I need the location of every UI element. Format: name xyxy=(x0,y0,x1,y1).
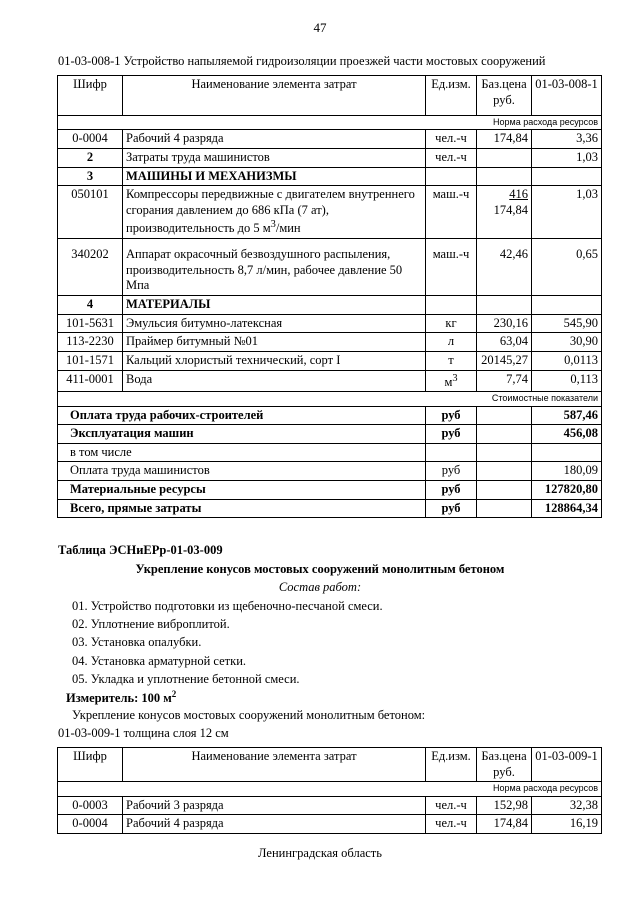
row-price: 174,84 xyxy=(477,815,532,834)
footer-region: Ленинградская область xyxy=(258,846,382,860)
work-step: 02. Уплотнение виброплитой. xyxy=(72,617,230,631)
row-norm: 32,38 xyxy=(532,796,602,815)
header-norm: 01-03-008-1 xyxy=(532,76,602,116)
row-price: 7,74 xyxy=(477,370,532,392)
section-heading: Укрепление конусов мостовых сооружений монолитным бетоном xyxy=(135,562,505,576)
table-row xyxy=(58,148,602,167)
table-row xyxy=(58,815,602,834)
summary-value: 128864,34 xyxy=(532,499,602,518)
row-unit: маш.-ч xyxy=(426,186,477,239)
table-row xyxy=(58,370,602,392)
header-unit: Ед.изм. xyxy=(426,76,477,116)
summary-label: Материальные ресурсы xyxy=(58,481,426,500)
row-norm: 0,65 xyxy=(532,239,602,296)
header-name: Наименование элемента затрат xyxy=(123,76,426,116)
row-name: Затраты труда машинистов xyxy=(123,148,426,167)
table-row xyxy=(58,239,602,296)
summary-unit: руб xyxy=(426,481,477,500)
row-price: 152,98 xyxy=(477,796,532,815)
row-unit: чел.-ч xyxy=(426,130,477,149)
row-price: 416 174,84 xyxy=(477,186,532,239)
row-code: 0-0003 xyxy=(58,796,123,815)
table-row xyxy=(58,796,602,815)
summary-value: 180,09 xyxy=(532,462,602,481)
cost-label: Стоимостные показатели xyxy=(58,392,602,406)
row-unit: чел.-ч xyxy=(426,815,477,834)
section-heading: МАШИНЫ И МЕХАНИЗМЫ xyxy=(123,167,426,186)
row-norm: 1,03 xyxy=(532,186,602,239)
table-row xyxy=(58,351,602,370)
row-unit: чел.-ч xyxy=(426,148,477,167)
summary-value: 587,46 xyxy=(532,406,602,425)
measure-unit: Измеритель: 100 $м^2$ xyxy=(66,689,177,706)
norm-label: Норма расхода ресурсов xyxy=(58,116,602,130)
work-step: 03. Установка опалубки. xyxy=(72,635,202,649)
row-code: 113-2230 xyxy=(58,333,123,352)
row-unit: л xyxy=(426,333,477,352)
summary-label: Оплата труда рабочих-строителей xyxy=(58,406,426,425)
row-unit: $м^3$ xyxy=(426,370,477,392)
summary-row xyxy=(58,406,602,425)
description: Укрепление конусов мостовых сооружений монолитным бетоном: xyxy=(72,708,426,722)
summary-unit: руб xyxy=(426,499,477,518)
row-norm: 0,113 xyxy=(532,370,602,392)
row-price: 230,16 xyxy=(477,314,532,333)
summary-label: в том числе xyxy=(58,443,426,462)
header-norm: 01-03-009-1 xyxy=(532,748,602,782)
section-subheading: Состав работ: xyxy=(278,580,362,594)
table-row xyxy=(58,333,602,352)
row-code: 340202 xyxy=(58,239,123,296)
summary-label: Всего, прямые затраты xyxy=(58,499,426,518)
header-code: Шифр xyxy=(58,748,123,782)
row-code: 411-0001 xyxy=(58,370,123,392)
summary-label: Оплата труда машинистов xyxy=(58,462,426,481)
summary-value: 127820,80 xyxy=(532,481,602,500)
work-step: 01. Устройство подготовки из щебеночно-песчаной смеси. xyxy=(72,599,383,613)
row-norm: 545,90 xyxy=(532,314,602,333)
summary-value: 456,08 xyxy=(532,425,602,444)
row-name: Вода xyxy=(123,370,426,392)
row-code: 101-5631 xyxy=(58,314,123,333)
row-name: Рабочий 4 разряда xyxy=(123,815,426,834)
table1-caption: 01-03-008-1 Устройство напыляемой гидроизоляции проезжей части мостовых сооружений xyxy=(58,54,546,68)
table-row xyxy=(58,186,602,239)
row-code: 3 xyxy=(58,167,123,186)
row-name: Рабочий 3 разряда xyxy=(123,796,426,815)
row-unit: т xyxy=(426,351,477,370)
row-name: Праймер битумный №01 xyxy=(123,333,426,352)
row-name: Компрессоры передвижные с двигателем внутреннего сгорания давлением до 686 кПа (7 ат), производительность до 5 $м^3$/мин xyxy=(123,186,426,239)
row-norm: 1,03 xyxy=(532,148,602,167)
summary-unit: руб xyxy=(426,462,477,481)
row-code: 101-1571 xyxy=(58,351,123,370)
row-price: 42,46 xyxy=(477,239,532,296)
row-name: Кальций хлористый технический, сорт I xyxy=(123,351,426,370)
row-price xyxy=(477,148,532,167)
row-code: 2 xyxy=(58,148,123,167)
table-row xyxy=(58,314,602,333)
work-step: 04. Установка арматурной сетки. xyxy=(72,654,247,668)
table-row xyxy=(58,167,602,186)
norm-label: Норма расхода ресурсов xyxy=(58,782,602,796)
header-name: Наименование элемента затрат xyxy=(123,748,426,782)
row-norm: 30,90 xyxy=(532,333,602,352)
summary-row xyxy=(58,462,602,481)
table2 xyxy=(57,747,602,834)
row-code: 4 xyxy=(58,296,123,315)
row-name: Рабочий 4 разряда xyxy=(123,130,426,149)
row-price: 63,04 xyxy=(477,333,532,352)
row-unit: чел.-ч xyxy=(426,796,477,815)
row-price: 174,84 xyxy=(477,130,532,149)
summary-row xyxy=(58,481,602,500)
row-code: 050101 xyxy=(58,186,123,239)
table-row xyxy=(58,296,602,315)
table1 xyxy=(57,75,602,518)
summary-label: Эксплуатация машин xyxy=(58,425,426,444)
row-unit: кг xyxy=(426,314,477,333)
summary-row xyxy=(58,499,602,518)
row-price: 20145,27 xyxy=(477,351,532,370)
table-title: Таблица ЭСНиЕРр-01-03-009 xyxy=(58,543,223,557)
row-code: 0-0004 xyxy=(58,130,123,149)
summary-row xyxy=(58,425,602,444)
row-norm: 16,19 xyxy=(532,815,602,834)
row-name: Эмульсия битумно-латексная xyxy=(123,314,426,333)
summary-row xyxy=(58,443,602,462)
row-unit: маш.-ч xyxy=(426,239,477,296)
row-code: 0-0004 xyxy=(58,815,123,834)
row-norm: 0,0113 xyxy=(532,351,602,370)
summary-unit: руб xyxy=(426,406,477,425)
row-norm: 3,36 xyxy=(532,130,602,149)
page-number: 47 xyxy=(313,20,327,35)
row-name: Аппарат окрасочный безвоздушного распыления, производительность 8,7 л/мин, рабочее давление 50 Мпа xyxy=(123,239,426,296)
header-code: Шифр xyxy=(58,76,123,116)
section-heading: МАТЕРИАЛЫ xyxy=(123,296,426,315)
table-row xyxy=(58,130,602,149)
header-price: Баз.цена руб. xyxy=(477,76,532,116)
header-price: Баз.цена руб. xyxy=(477,748,532,782)
work-step: 05. Укладка и уплотнение бетонной смеси. xyxy=(72,672,300,686)
subcaption: 01-03-009-1 толщина слоя 12 см xyxy=(58,726,229,740)
summary-unit: руб xyxy=(426,425,477,444)
header-unit: Ед.изм. xyxy=(426,748,477,782)
